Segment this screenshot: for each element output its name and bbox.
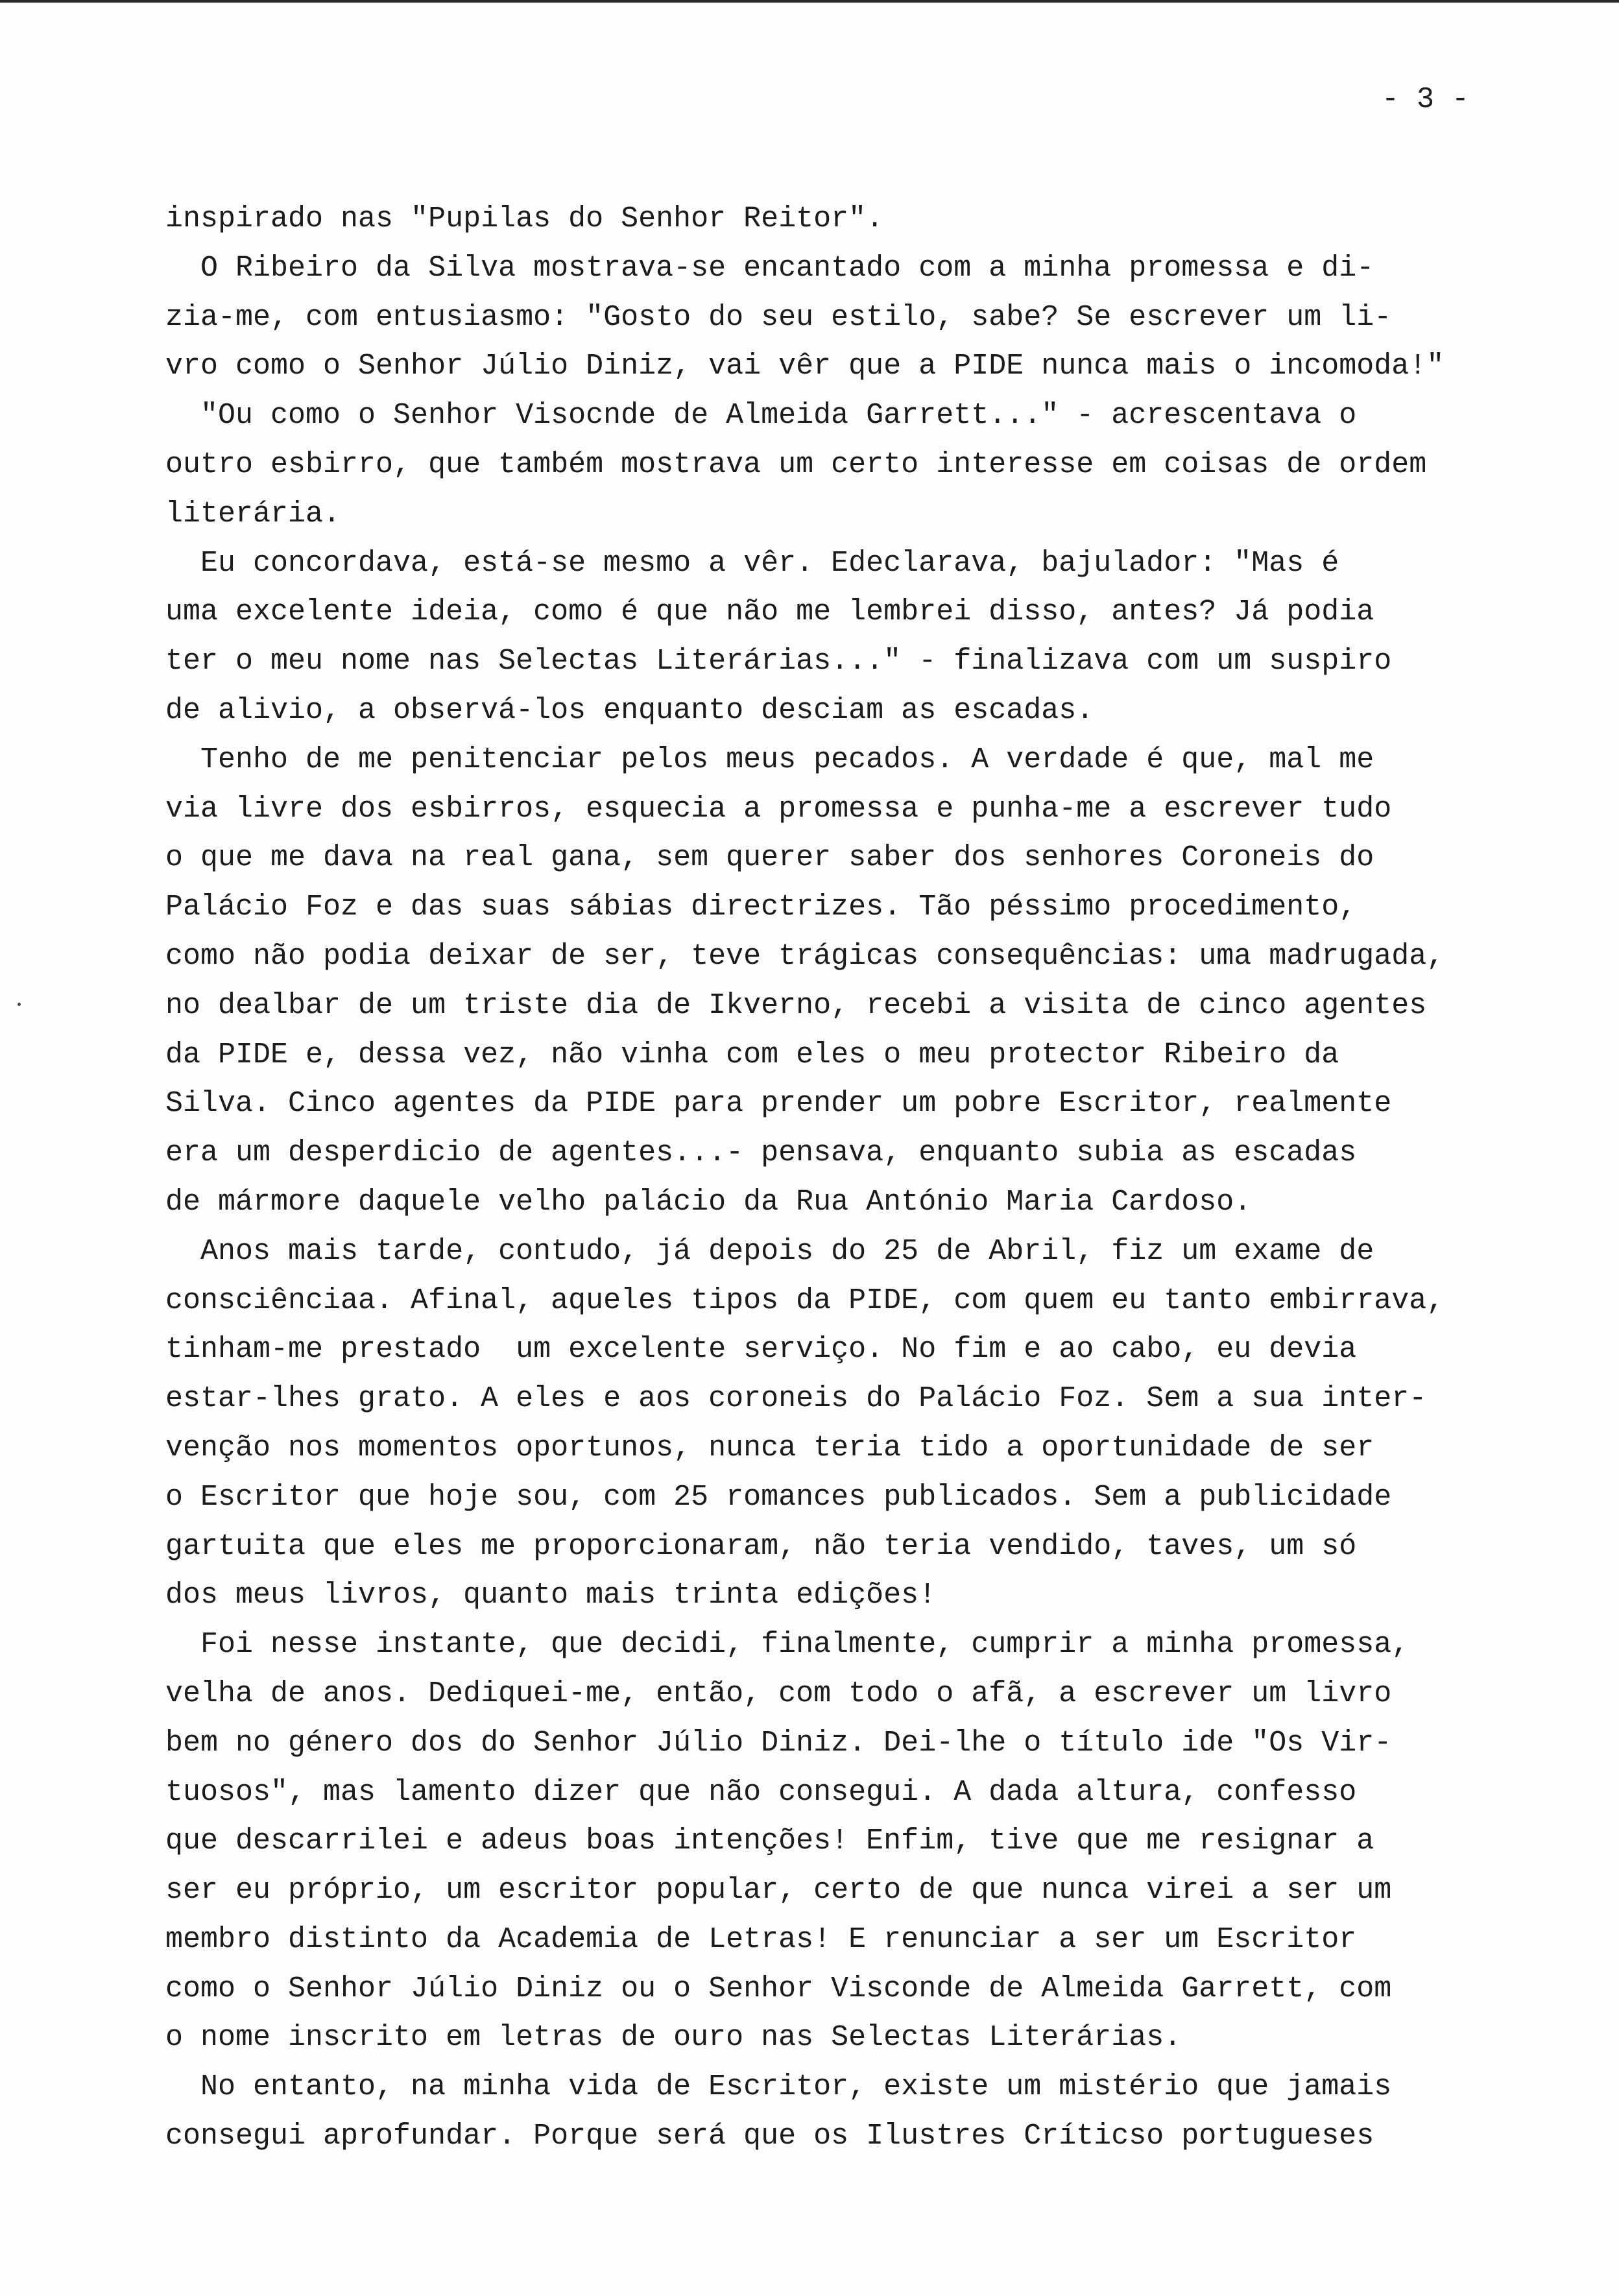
text-line: de alivio, a observá-los enquanto desciam as escadas. (165, 693, 1094, 727)
text-line: Tenho de me penitenciar pelos meus pecados. A verdade é que, mal me (165, 743, 1374, 776)
stray-ink-mark (18, 1003, 21, 1006)
text-line: no dealbar de um triste dia de Ikverno, recebi a visita de cinco agentes (165, 988, 1427, 1022)
text-line: o nome inscrito em letras de ouro nas Selectas Literárias. (165, 2021, 1182, 2055)
text-line: gartuita que eles me proporcionaram, não teria vendido, taves, um só (165, 1529, 1357, 1563)
text-line: "Ou como o Senhor Visocnde de Almeida Garrett..." - acrescentava o (165, 399, 1357, 433)
text-line: como o Senhor Júlio Diniz ou o Senhor Visconde de Almeida Garrett, com (165, 1972, 1392, 2005)
text-line: No entanto, na minha vida de Escritor, existe um mistério que jamais (165, 2070, 1392, 2104)
text-line: literária. (165, 497, 341, 531)
text-line: zia-me, com entusiasmo: "Gosto do seu estilo, sabe? Se escrever um li- (165, 300, 1392, 334)
text-line: Foi nesse instante, que decidi, finalmente, cumprir a minha promessa, (165, 1628, 1409, 1662)
text-line: membro distinto da Academia de Letras! E renunciar a ser um Escritor (165, 1922, 1357, 1956)
text-line: que descarrilei e adeus boas intenções! Enfim, tive que me resignar a (165, 1824, 1374, 1858)
text-line: estar-lhes grato. A eles e aos coroneis do Palácio Foz. Sem a sua inter- (165, 1382, 1427, 1416)
text-line: bem no género dos do Senhor Júlio Diniz. Dei-lhe o título ide "Os Vir- (165, 1726, 1392, 1760)
text-line: Silva. Cinco agentes da PIDE para prender um pobre Escritor, realmente (165, 1087, 1392, 1121)
text-line: ser eu próprio, um escritor popular, certo de que nunca virei a ser um (165, 1874, 1392, 1907)
text-line: outro esbirro, que também mostrava um certo interesse em coisas de ordem (165, 448, 1427, 481)
text-line: dos meus livros, quanto mais trinta edições! (165, 1579, 937, 1612)
typewritten-text-body (165, 195, 1579, 2161)
text-line: era um desperdicio de agentes...- pensava, enquanto subia as escadas (165, 1136, 1357, 1170)
text-line: uma excelente ideia, como é que não me lembrei disso, antes? Já podia (165, 595, 1374, 629)
page-number: - 3 - (1382, 83, 1470, 116)
text-line: tuosos", mas lamento dizer que não consegui. A dada altura, confesso (165, 1775, 1357, 1809)
text-line: inspirado nas "Pupilas do Senhor Reitor". (165, 202, 884, 235)
text-line: Eu concordava, está-se mesmo a vêr. Edeclarava, bajulador: "Mas é (165, 546, 1339, 580)
text-line: via livre dos esbirros, esquecia a promessa e punha-me a escrever tudo (165, 792, 1392, 826)
page-top-edge (0, 0, 1619, 3)
text-line: consegui aprofundar. Porque será que os Ilustres Críticso portugueses (165, 2120, 1374, 2153)
text-line: da PIDE e, dessa vez, não vinha com eles o meu protector Ribeiro da (165, 1038, 1339, 1071)
text-line: o que me dava na real gana, sem querer saber dos senhores Coroneis do (165, 841, 1374, 875)
text-line: como não podia deixar de ser, teve trágicas consequências: uma madrugada, (165, 939, 1445, 973)
text-line: o Escritor que hoje sou, com 25 romances publicados. Sem a publicidade (165, 1480, 1392, 1514)
text-line: de mármore daquele velho palácio da Rua António Maria Cardoso. (165, 1185, 1252, 1219)
text-line: venção nos momentos oportunos, nunca teria tido a oportunidade de ser (165, 1431, 1374, 1465)
text-line: consciênciaa. Afinal, aqueles tipos da PIDE, com quem eu tanto embirrava, (165, 1284, 1445, 1317)
text-line: Palácio Foz e das suas sábias directrizes. Tão péssimo procedimento, (165, 891, 1357, 924)
text-line: velha de anos. Dediquei-me, então, com todo o afã, a escrever um livro (165, 1677, 1392, 1710)
text-line: vro como o Senhor Júlio Diniz, vai vêr que a PIDE nunca mais o incomoda!" (165, 350, 1445, 383)
text-line: ter o meu nome nas Selectas Literárias..." - finalizava com um suspiro (165, 645, 1392, 678)
text-line: Anos mais tarde, contudo, já depois do 25 de Abril, fiz um exame de (165, 1234, 1374, 1268)
text-line: O Ribeiro da Silva mostrava-se encantado com a minha promessa e di- (165, 251, 1374, 285)
text-line: tinham-me prestado um excelente serviço. No fim e ao cabo, eu devia (165, 1333, 1357, 1367)
